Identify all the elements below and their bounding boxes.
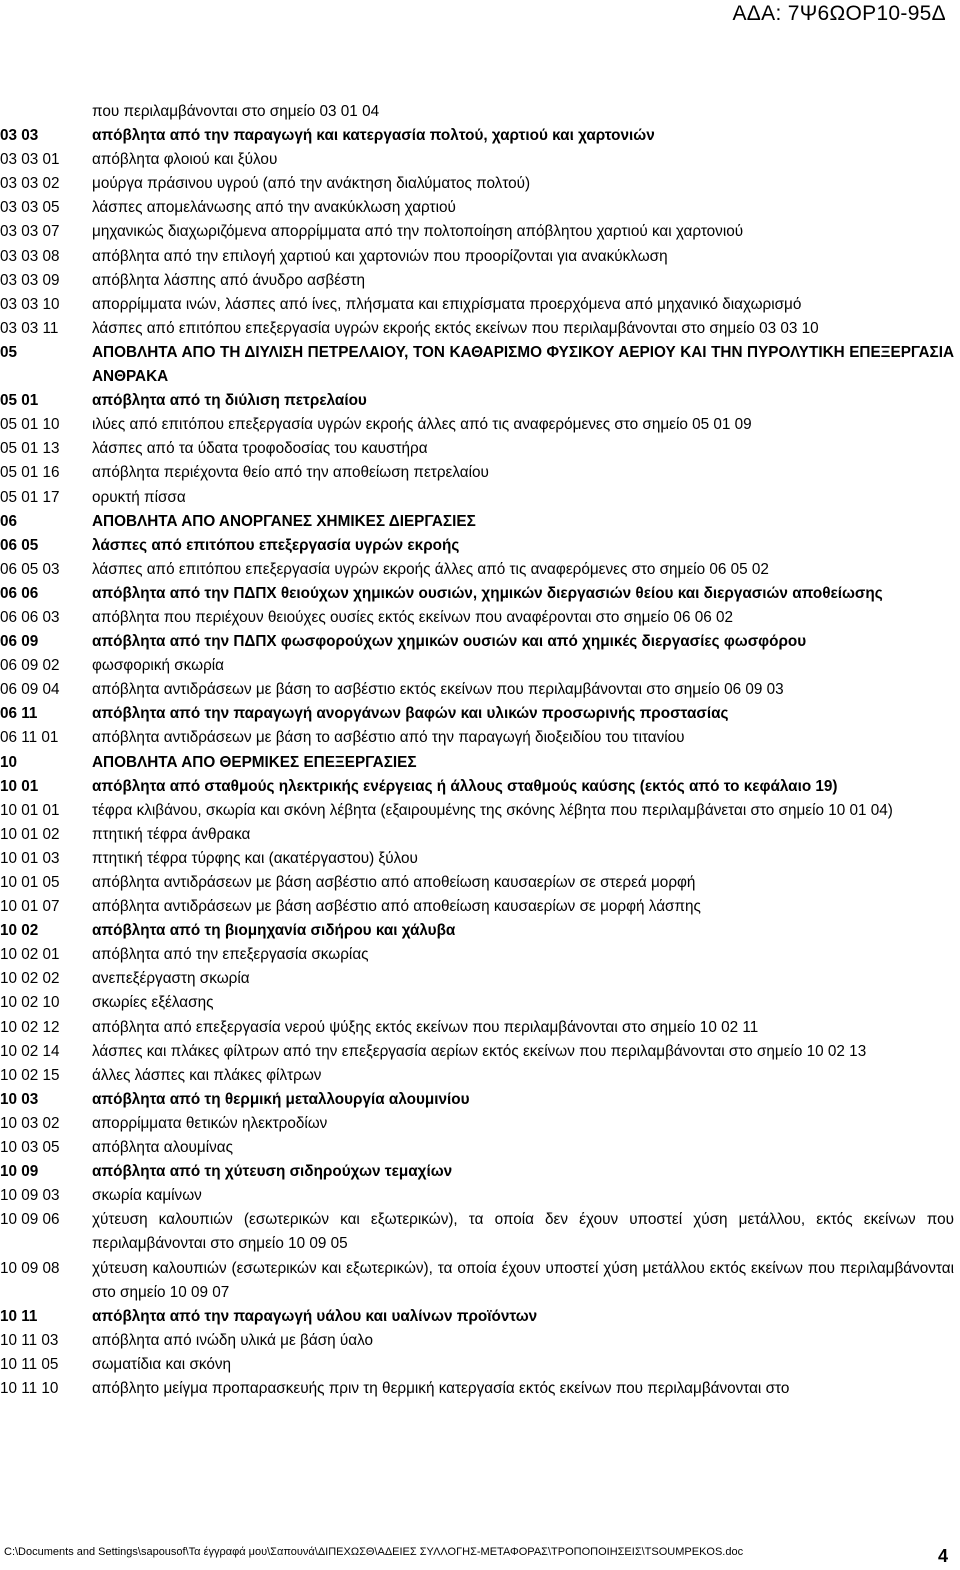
waste-code-row [0, 558, 954, 582]
waste-code-row [0, 871, 954, 895]
waste-description: ΑΠΟΒΛΗΤΑ ΑΠΟ ΘΕΡΜΙΚΕΣ ΕΠΕΞΕΡΓΑΣΙΕΣ [92, 753, 417, 771]
waste-description: απόβλητα από την επιλογή χαρτιού και χαρτονιών που προορίζονται για ανακύκλωση [92, 247, 668, 265]
waste-code: 10 11 [0, 1307, 38, 1325]
waste-description: ιλύες από επιτόπου επεξεργασία υγρών εκροής άλλες από τις αναφερόμενες στο σημείο 05 01 09 [92, 416, 752, 434]
waste-description: απόβλητα περιέχοντα θείο από την αποθείωση πετρελαίου [92, 464, 489, 482]
waste-code-row [0, 1040, 954, 1064]
waste-code: 10 01 [0, 777, 39, 795]
document-file-path: C:\Documents and Settings\sapousof\Τα έγγραφά μου\Σαπουνά\ΔΙΠΕΧΩΣΘ\ΑΔΕΙΕΣ ΣΥΛΛΟΓΗΣ-ΜΕΤΑΦΟΡΑΣ\ΤΡΟΠΟΠΟΙΗΣΕΙΣ\TSOUMPEKOS.doc [4, 1546, 744, 1558]
category-row [0, 341, 954, 389]
waste-description: απόβλητο μείγμα προπαρασκευής πριν τη θερμική κατεργασία εκτός εκείνων που περιλαμβάνονται στο [92, 1379, 790, 1397]
waste-code: 06 06 03 [0, 608, 60, 626]
waste-code-row [0, 991, 954, 1015]
waste-description: ΑΠΟΒΛΗΤΑ ΑΠΟ ΑΝΟΡΓΑΝΕΣ ΧΗΜΙΚΕΣ ΔΙΕΡΓΑΣΙΕΣ [92, 512, 476, 530]
waste-code: 10 03 05 [0, 1139, 60, 1157]
waste-description: πτητική τέφρα άνθρακα [92, 825, 251, 843]
waste-description: απόβλητα αλουμίνας [92, 1139, 233, 1157]
waste-code-row [0, 606, 954, 630]
waste-description: απορρίμματα θετικών ηλεκτροδίων [92, 1114, 328, 1132]
waste-description: ΑΠΟΒΛΗΤΑ ΑΠΟ ΤΗ ΔΙΥΛΙΣΗ ΠΕΤΡΕΛΑΙΟΥ, ΤΟΝ ΚΑΘΑΡΙΣΜΟ ΦΥΣΙΚΟΥ ΑΕΡΙΟΥ ΚΑΙ ΤΗΝ ΠΥΡΟΛΥΤΙΚΗ ΕΠΕΞΕΡΓΑΣΙΑ ΑΝΘΡΑΚΑ [92, 343, 954, 386]
category-row [0, 389, 954, 413]
waste-description: λάσπες από επιτόπου επεξεργασία υγρών εκροής άλλες από τις αναφερόμενες στο σημείο 06 05 02 [92, 560, 769, 578]
waste-description: απόβλητα από επεξεργασία νερού ψύξης εκτός εκείνων που περιλαμβάνονται στο σημείο 10 02 11 [92, 1018, 759, 1036]
waste-code-row [0, 823, 954, 847]
waste-code: 10 02 10 [0, 994, 60, 1012]
waste-code-row [0, 943, 954, 967]
waste-description: απόβλητα αντιδράσεων με βάση το ασβέστιο εκτός εκείνων που περιλαμβάνονται στο σημείο 06 09 03 [92, 681, 784, 699]
waste-code-row [0, 100, 954, 124]
category-row [0, 702, 954, 726]
waste-description: χύτευση καλουπιών (εσωτερικών και εξωτερικών), τα οποία έχουν υποστεί χύση μετάλλου εκτός εκείνων που περιλαμβάνονται στο σημείο 10 09 07 [92, 1259, 954, 1301]
waste-description: τέφρα κλιβάνου, σκωρία και σκόνη λέβητα (εξαιρουμένης της σκόνης λέβητα που περιλαμβάνεται στο σημείο 10 01 04) [92, 801, 893, 819]
waste-description: απόβλητα από την παραγωγή υάλου και υαλίνων προϊόντων [92, 1307, 538, 1325]
waste-description: απόβλητα που περιέχουν θειούχες ουσίες εκτός εκείνων που αναφέρονται στο σημείο 06 06 02 [92, 608, 733, 626]
waste-description: λάσπες και πλάκες φίλτρων από την επεξεργασία αερίων εκτός εκείνων που περιλαμβάνονται στο σημείο 10 02 13 [92, 1042, 867, 1060]
waste-code-row [0, 726, 954, 750]
waste-code-row [0, 1016, 954, 1040]
waste-code: 10 01 05 [0, 874, 60, 891]
waste-code: 10 11 10 [0, 1379, 59, 1397]
waste-code-row [0, 269, 954, 293]
waste-description: πτητική τέφρα τύρφης και (ακατέργαστου) ξύλου [92, 849, 418, 867]
waste-code: 10 02 15 [0, 1066, 60, 1084]
waste-code: 10 09 [0, 1163, 39, 1181]
ada-code: ΑΔΑ: 7Ψ6ΩΟΡ10-95Δ [732, 2, 946, 25]
waste-description: απόβλητα από τη βιομηχανία σιδήρου και χάλυβα [92, 922, 456, 940]
category-row [0, 1160, 954, 1184]
waste-description: χύτευση καλουπιών (εσωτερικών και εξωτερικών), τα οποία δεν έχουν υποστεί χύση μετάλλου, εκτός εκείνων που περιλαμβάνονται στο σημείο 10 09 05 [92, 1211, 954, 1253]
category-row [0, 775, 954, 799]
waste-code-row [0, 486, 954, 510]
waste-code: 10 11 05 [0, 1355, 59, 1373]
waste-code: 10 09 08 [0, 1259, 60, 1277]
waste-description: σκωρία καμίνων [92, 1187, 202, 1205]
waste-code: 03 03 09 [0, 271, 60, 289]
waste-description: απόβλητα αντιδράσεων με βάση το ασβέστιο από την παραγωγή διοξειδίου του τιτανίου [92, 729, 685, 747]
waste-code-row [0, 1184, 954, 1208]
waste-code: 10 02 12 [0, 1018, 60, 1036]
waste-description: απόβλητα από ινώδη υλικά με βάση ύαλο [92, 1331, 374, 1349]
waste-code-row [0, 847, 954, 871]
waste-code: 10 03 02 [0, 1114, 60, 1132]
waste-code: 06 09 02 [0, 657, 60, 675]
waste-code: 03 03 07 [0, 223, 60, 241]
waste-code-row [0, 967, 954, 991]
waste-description: άλλες λάσπες και πλάκες φίλτρων [92, 1066, 322, 1084]
waste-code-row [0, 1377, 954, 1401]
waste-code-row [0, 245, 954, 269]
waste-code: 06 11 01 [0, 729, 59, 747]
waste-description: σωματίδια και σκόνη [92, 1355, 232, 1373]
waste-code-row [0, 1136, 954, 1160]
waste-description: απόβλητα από την παραγωγή και κατεργασία πολτού, χαρτιού και χαρτονιών [92, 127, 655, 145]
waste-code: 03 03 11 [0, 319, 59, 337]
waste-code: 03 03 02 [0, 175, 60, 193]
waste-description: απόβλητα αντιδράσεων με βάση ασβέστιο από αποθείωση καυσαερίων σε μορφή λάσπης [92, 898, 701, 916]
waste-code-row [0, 678, 954, 702]
category-row [0, 919, 954, 943]
waste-description: ορυκτή πίσσα [92, 488, 186, 506]
waste-description: μούργα πράσινου υγρού (από την ανάκτηση διαλύματος πολτού) [92, 175, 531, 193]
category-row [0, 1088, 954, 1112]
waste-description: φωσφορική σκωρία [92, 657, 225, 675]
waste-description: απόβλητα από την επεξεργασία σκωρίας [92, 946, 369, 964]
waste-code [0, 100, 92, 124]
waste-code: 10 09 03 [0, 1187, 60, 1205]
waste-description: λάσπες από επιτόπου επεξεργασία υγρών εκροής εκτός εκείνων που περιλαμβάνονται στο σημείο 03 03 10 [92, 319, 819, 337]
category-row [0, 630, 954, 654]
waste-code: 05 01 16 [0, 464, 60, 482]
waste-code-row [0, 799, 954, 823]
waste-code: 10 02 [0, 922, 39, 940]
waste-code: 03 03 [0, 127, 39, 145]
waste-code-row [0, 1208, 954, 1256]
waste-description: σκωρίες εξέλασης [92, 994, 214, 1012]
waste-code-row [0, 1112, 954, 1136]
category-row [0, 124, 954, 148]
waste-code: 06 05 03 [0, 560, 60, 578]
waste-code: 06 11 [0, 705, 38, 723]
waste-code-row [0, 437, 954, 461]
waste-code: 10 03 [0, 1090, 39, 1108]
waste-code: 06 05 [0, 536, 39, 554]
waste-code-row [0, 148, 954, 172]
waste-description: που περιλαμβάνονται στο σημείο 03 01 04 [92, 103, 380, 120]
waste-code-row [0, 196, 954, 220]
waste-description: λάσπες από επιτόπου επεξεργασία υγρών εκροής [92, 536, 460, 554]
waste-description: απόβλητα από την παραγωγή ανοργάνων βαφών και υλικών προσωρινής προστασίας [92, 705, 729, 723]
waste-code: 10 11 03 [0, 1331, 59, 1349]
waste-code-row [0, 1257, 954, 1305]
waste-code: 06 09 04 [0, 681, 60, 699]
waste-description: απόβλητα από τη θερμική μεταλλουργία αλουμινίου [92, 1090, 470, 1108]
waste-code-row [0, 1064, 954, 1088]
waste-code: 05 01 10 [0, 416, 60, 434]
category-row [0, 510, 954, 534]
waste-code: 03 03 08 [0, 247, 60, 265]
waste-code-row [0, 461, 954, 485]
waste-code: 10 01 01 [0, 801, 60, 819]
category-row [0, 534, 954, 558]
waste-code: 10 09 06 [0, 1211, 60, 1229]
waste-code-row [0, 317, 954, 341]
waste-code-row [0, 172, 954, 196]
waste-code: 05 01 17 [0, 488, 60, 506]
waste-code: 05 01 13 [0, 440, 60, 458]
waste-description: λάσπες απομελάνωσης από την ανακύκλωση χαρτιού [92, 199, 456, 217]
waste-code-row [0, 1329, 954, 1353]
waste-code-row [0, 220, 954, 244]
waste-description: απόβλητα λάσπης από άνυδρο ασβέστη [92, 271, 366, 289]
category-row [0, 582, 954, 606]
waste-code: 06 06 [0, 584, 39, 602]
waste-code: 10 02 02 [0, 970, 60, 988]
waste-code-row [0, 413, 954, 437]
waste-code: 05 [0, 343, 18, 361]
waste-code: 10 01 07 [0, 898, 60, 916]
waste-description: μηχανικώς διαχωριζόμενα απορρίμματα από την πολτοποίηση απόβλητου χαρτιού και χαρτονιού [92, 223, 744, 241]
waste-code: 10 [0, 753, 18, 771]
waste-description: απόβλητα από τη χύτευση σιδηρούχων τεμαχίων [92, 1163, 453, 1181]
waste-description: απόβλητα από την ΠΔΠΧ φωσφορούχων χημικών ουσιών και από χημικές διεργασίες φωσφόρου [92, 633, 807, 651]
waste-code: 05 01 [0, 392, 39, 410]
waste-code: 03 03 05 [0, 199, 60, 217]
waste-code: 10 02 01 [0, 946, 60, 964]
waste-code-row [0, 293, 954, 317]
waste-description: απόβλητα από την ΠΔΠΧ θειούχων χημικών ουσιών, χημικών διεργασιών θείου και διεργασιών αποθείωσης [92, 584, 883, 602]
waste-description: απόβλητα φλοιού και ξύλου [92, 151, 278, 169]
waste-code-list [0, 100, 954, 1401]
waste-description: απόβλητα από τη διύλιση πετρελαίου [92, 392, 367, 410]
waste-code: 06 [0, 512, 18, 530]
waste-code: 03 03 10 [0, 295, 60, 313]
category-row [0, 751, 954, 775]
waste-code: 03 03 01 [0, 151, 60, 169]
page-number: 4 [937, 1546, 948, 1566]
category-row [0, 1305, 954, 1329]
waste-code: 10 01 02 [0, 825, 60, 843]
waste-code: 10 01 03 [0, 849, 60, 867]
waste-description: λάσπες από τα ύδατα τροφοδοσίας του καυστήρα [92, 440, 428, 458]
waste-description: απόβλητα από σταθμούς ηλεκτρικής ενέργειας ή άλλους σταθμούς καύσης (εκτός από το κεφάλαιο 19) [92, 777, 838, 795]
waste-code: 10 02 14 [0, 1042, 60, 1060]
waste-code-row [0, 895, 954, 919]
waste-code-row [0, 1353, 954, 1377]
waste-description: απόβλητα αντιδράσεων με βάση ασβέστιο από αποθείωση καυσαερίων σε στερεά μορφή [92, 874, 696, 891]
waste-code: 06 09 [0, 633, 39, 651]
waste-description: απορρίμματα ινών, λάσπες από ίνες, πλήσματα και επιχρίσματα προερχόμενα από μηχανικό διαχωρισμό [92, 295, 802, 313]
waste-description: ανεπεξέργαστη σκωρία [92, 970, 250, 988]
waste-code-row [0, 654, 954, 678]
